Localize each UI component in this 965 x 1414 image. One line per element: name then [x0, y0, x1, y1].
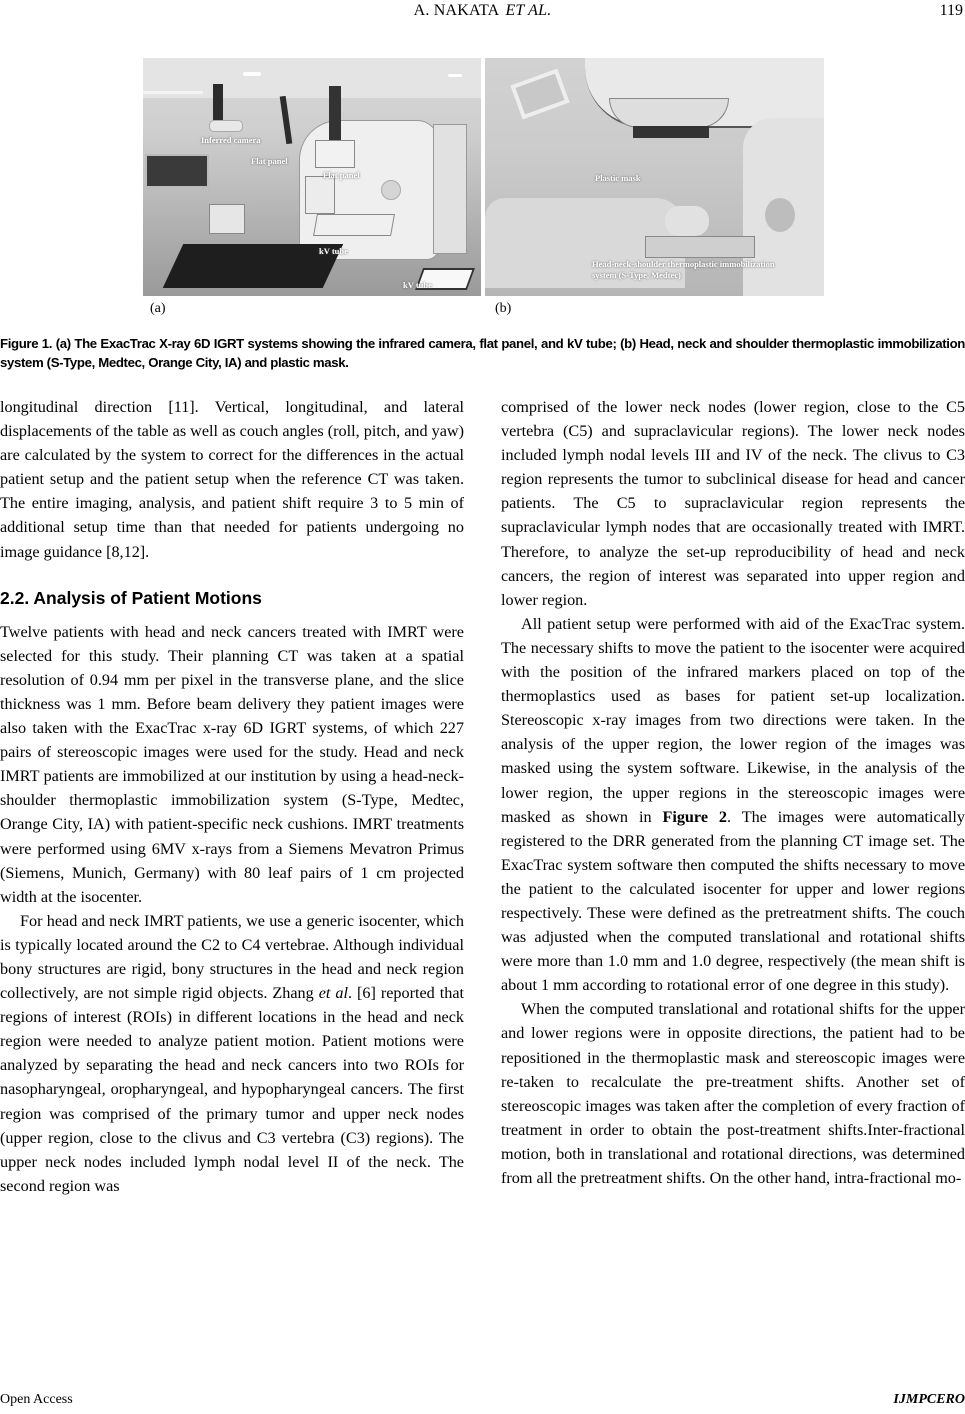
label-flat-panel-1: Flat panel [251, 156, 288, 166]
figure-sublabel-b: (b) [495, 301, 512, 316]
right-column [501, 395, 965, 1190]
cart [209, 204, 245, 234]
figure-caption: Figure 1. (a) The ExacTrac X-ray 6D IGRT systems showing the infrared camera, flat panel, and kV tube; (b) Head, neck and shoulder thermoplastic immobilization system (S-Type, Medtec, Orange City, IA) and plastic mask. [0, 336, 965, 370]
collimator [609, 98, 729, 128]
camera-arm [213, 84, 223, 124]
author-name: A. NAKATA [413, 2, 500, 19]
couch-top [313, 214, 395, 236]
label-kv-tube-2: kV tube [403, 280, 432, 290]
ceiling-light [243, 72, 261, 76]
workstation-monitors [145, 154, 209, 188]
ceiling-light [448, 74, 462, 77]
paragraph [0, 909, 464, 1198]
side-cabinet [305, 176, 335, 214]
infrared-camera [209, 120, 243, 132]
text-run: . [6] reported that regions of interest (ROIs) in different locations in the head and neck region were needed to analyze patient motion. Patient motions were analyzed by separating the head and neck cancers into two ROIs for nasopharyngeal, oropharyngeal, and hypopharyngeal cancers. The first region was comprised of the primary tumor and upper neck nodes (upper region, close to the clivus and C3 vertebra (C3) regions). The upper neck nodes included lymph nodal level II of the neck. The second region was [0, 984, 464, 1195]
et-al: ET AL. [505, 2, 552, 19]
running-head [0, 2, 965, 26]
cabinet [433, 124, 467, 254]
figure-reference-link[interactable]: Figure 2 [662, 807, 728, 826]
label-flat-panel-2: Flat panel [323, 170, 360, 180]
plastic-mask [665, 206, 709, 236]
footer-journal: IJMPCERO [893, 1392, 965, 1407]
gantry-window [765, 198, 795, 232]
text-run: All patient setup were performed with aid of the ExacTrac system. The necessary shifts to move the patient to the isocenter were acquired with the position of the infrared markers placed on top of the thermoplastics used as bases for patient set-up localization. Stereoscopic x-ray images from two directions were taken. In the analysis of the upper region, the lower region of the images was masked using the system software. Likewise, in the analysis of the lower region, the upper regions in the stereoscopic images were masked as shown in [501, 614, 965, 826]
ceiling-light [143, 91, 203, 94]
label-inferred-camera: Inferred camera [201, 135, 261, 145]
footer-open-access: Open Access [0, 1392, 73, 1407]
figure-1a-photo [143, 58, 481, 296]
paragraph: comprised of the lower neck nodes (lower region, close to the C5 vertebra (C5) and supraclavicular regions). The lower neck nodes included lymph nodal levels III and IV of the neck. The clivus to C3 region represents the tumor to subclinical disease for head and cancer patients. The C5 to supraclavicular region represents the supraclavicular lymph nodes that are occasionally treated with IMRT. Therefore, to analyze the set-up reproducibility of head and neck cancers, the region of interest was separated into upper region and lower region. [501, 398, 965, 609]
page-number: 119 [939, 2, 963, 19]
left-column [0, 395, 464, 1198]
flat-panel-arm [280, 96, 293, 144]
section-heading: 2.2. Analysis of Patient Motions [0, 587, 262, 608]
paragraph: When the computed translational and rotational shifts for the upper and lower regions were in opposite directions, the patient had to be repositioned in the thermoplastic mask and stereoscopic images were re-taken to recalculate the pre-treatment shifts. Another set of stereoscopic images was taken after the completion of every fraction of treatment in order to obtain the post-treatment shifts.Inter-fractional motion, both in translational and rotational directions, was determined from all the pretreatment shifts. On the other hand, intra-fractional mo- [501, 1000, 965, 1187]
immobilization-base [645, 236, 755, 258]
flat-panel [510, 69, 569, 120]
label-kv-tube-1: kV tube [319, 246, 348, 256]
treatment-couch [163, 244, 344, 288]
collimator-blocks [633, 126, 709, 138]
flat-panel-detector [315, 140, 355, 168]
figure-1 [143, 58, 824, 296]
running-head-authors [0, 2, 965, 20]
label-plastic-mask: Plastic mask [595, 173, 641, 183]
text-run: . The images were automatically registered to the DRR generated from the planning CT image set. The ExacTrac system software then computed the shifts necessary to move the patient to the calculated isocenter for upper and lower regions respectively. These were defined as the pretreatment shifts. The couch was adjusted when the computed translational and rotational shifts were more than 1.0 mm and 1.0 degree, respectively (the mean shift is about 1 mm according to rotational error of one degree in this study). [501, 807, 965, 995]
paragraph: longitudinal direction [11]. Vertical, longitudinal, and lateral displacements of the table as well as couch angles (roll, pitch, and yaw) are calculated by the system to correct for the differences in the actual patient setup and the patient setup when the reference CT was taken. The entire imaging, analysis, and patient shift require 3 to 5 min of additional setup time than that needed for patients undergoing no image guidance [8,12]. [0, 398, 464, 561]
paragraph [501, 612, 965, 998]
text-run: For head and neck IMRT patients, we use a generic isocenter, which is typically located around the C2 to C4 vertebrae. Although individual bony structures are rigid, bony structures in the head and neck region collectively, are not simple rigid objects. Zhang [0, 911, 464, 1003]
label-immobilization-line1: Head-neck-shoulder thermoplastic immobilization [592, 259, 775, 269]
figure-sublabel-a: (a) [150, 301, 166, 316]
paragraph: Twelve patients with head and neck cancers treated with IMRT were selected for this study. Their planning CT was taken at a spatial resolution of 0.94 mm per pixel in the transverse plane, and the slice thickness was 1 mm. Before beam delivery they patient images were also taken with the ExacTrac x-ray 6D IGRT systems, of which 227 pairs of stereoscopic images were used for the study. Head and neck IMRT patients are immobilized at our institution by using a head-neck-shoulder thermoplastic immobilization system (S-Type, Medtec, Orange City, IA) with patient-specific neck cushions. IMRT treatments were performed using 6MV x-rays from a Siemens Mevatron Primus (Siemens, Munich, Germany) with 80 leaf pairs of 1 cm projected width at the isocenter. [0, 622, 464, 906]
gantry-ring [381, 180, 401, 200]
figure-1b-photo [485, 58, 824, 296]
page-footer [0, 1392, 965, 1414]
label-immobilization-line2: system (S-Type, Medtec) [592, 270, 681, 280]
italic-text: et al [318, 984, 348, 1003]
